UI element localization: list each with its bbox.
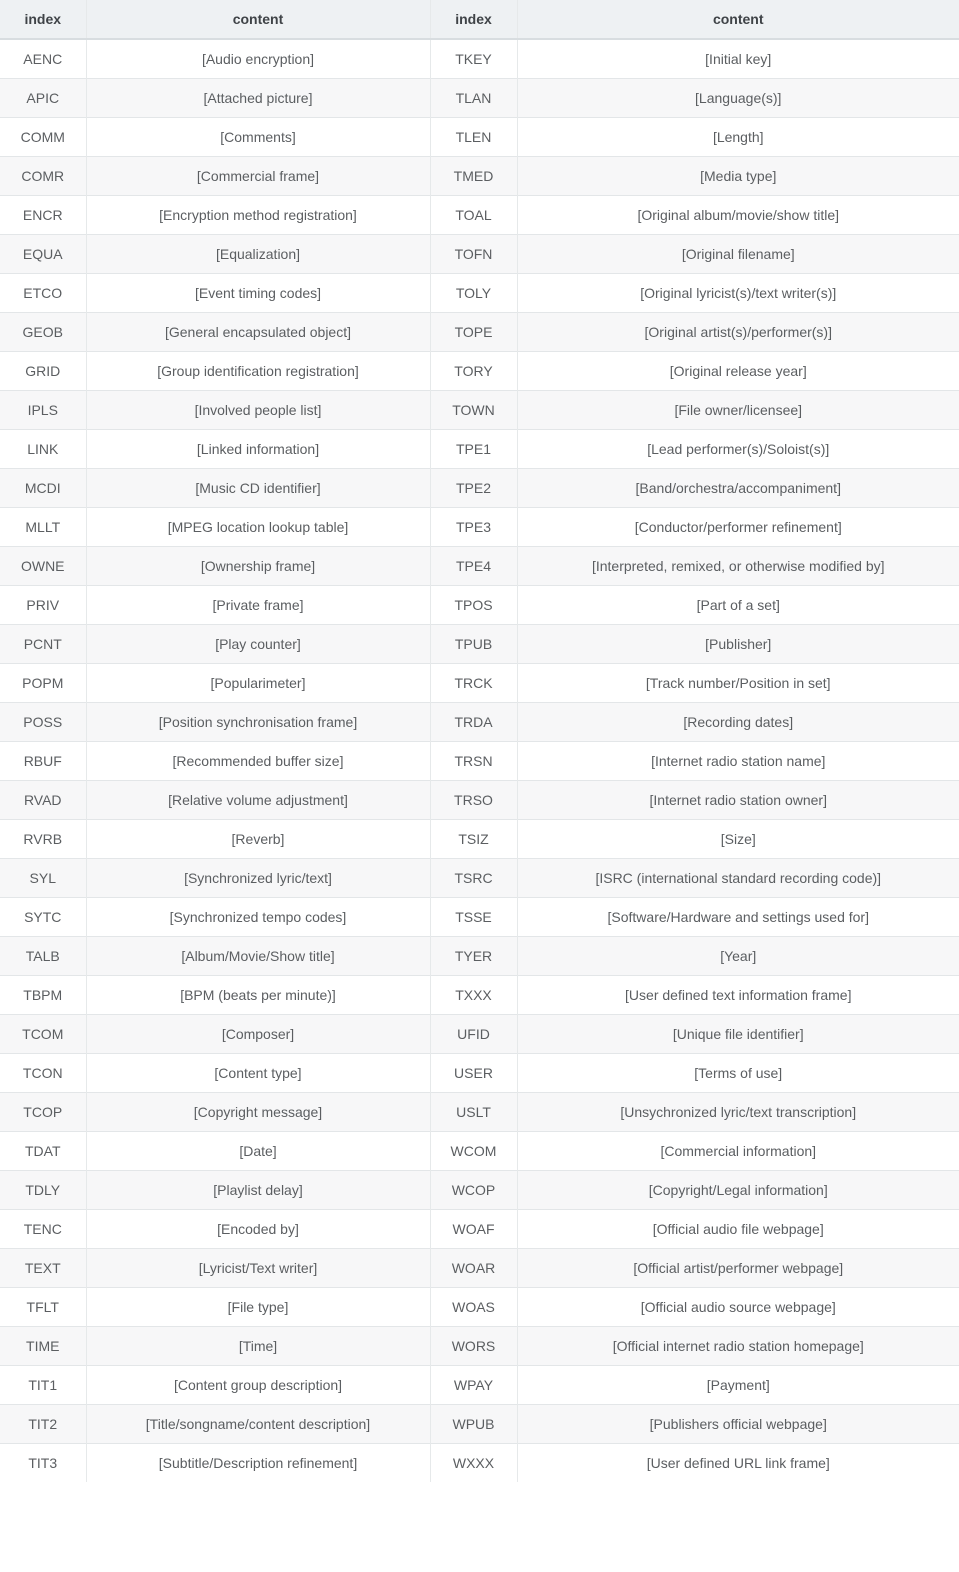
table-row: [0, 1092, 959, 1131]
index-cell: COMR: [0, 156, 86, 195]
content-cell: [Private frame]: [86, 585, 430, 624]
index-cell: TOFN: [430, 234, 517, 273]
table-row: [0, 1326, 959, 1365]
index-cell: TENC: [0, 1209, 86, 1248]
content-cell: [General encapsulated object]: [86, 312, 430, 351]
content-cell: [Part of a set]: [517, 585, 959, 624]
table-row: [0, 1365, 959, 1404]
table-row: [0, 117, 959, 156]
index-cell: TMED: [430, 156, 517, 195]
column-header-index-right: index: [430, 0, 517, 39]
table-row: [0, 1248, 959, 1287]
content-cell: [Unique file identifier]: [517, 1014, 959, 1053]
index-cell: WCOP: [430, 1170, 517, 1209]
content-cell: [User defined URL link frame]: [517, 1443, 959, 1482]
index-cell: TIME: [0, 1326, 86, 1365]
table-row: [0, 390, 959, 429]
table-row: [0, 195, 959, 234]
table-row: [0, 39, 959, 78]
content-cell: [Encoded by]: [86, 1209, 430, 1248]
content-cell: [Media type]: [517, 156, 959, 195]
content-cell: [Terms of use]: [517, 1053, 959, 1092]
index-cell: TLAN: [430, 78, 517, 117]
index-cell: USLT: [430, 1092, 517, 1131]
content-cell: [Commercial frame]: [86, 156, 430, 195]
content-cell: [Lyricist/Text writer]: [86, 1248, 430, 1287]
content-cell: [Encryption method registration]: [86, 195, 430, 234]
index-cell: TEXT: [0, 1248, 86, 1287]
content-cell: [Original album/movie/show title]: [517, 195, 959, 234]
index-cell: RBUF: [0, 741, 86, 780]
index-cell: TOPE: [430, 312, 517, 351]
index-cell: TYER: [430, 936, 517, 975]
table-row: [0, 936, 959, 975]
table-row: [0, 546, 959, 585]
index-cell: PCNT: [0, 624, 86, 663]
index-cell: WOAS: [430, 1287, 517, 1326]
content-cell: [Comments]: [86, 117, 430, 156]
index-cell: TDAT: [0, 1131, 86, 1170]
index-cell: TPE4: [430, 546, 517, 585]
content-cell: [Title/songname/content description]: [86, 1404, 430, 1443]
index-cell: UFID: [430, 1014, 517, 1053]
content-cell: [Track number/Position in set]: [517, 663, 959, 702]
content-cell: [Unsychronized lyric/text transcription]: [517, 1092, 959, 1131]
content-cell: [MPEG location lookup table]: [86, 507, 430, 546]
index-cell: RVAD: [0, 780, 86, 819]
table-row: [0, 819, 959, 858]
content-cell: [Internet radio station name]: [517, 741, 959, 780]
table-row: [0, 1287, 959, 1326]
index-cell: TSSE: [430, 897, 517, 936]
content-cell: [Internet radio station owner]: [517, 780, 959, 819]
index-cell: ETCO: [0, 273, 86, 312]
index-cell: TLEN: [430, 117, 517, 156]
index-cell: SYL: [0, 858, 86, 897]
index-cell: ENCR: [0, 195, 86, 234]
content-cell: [Reverb]: [86, 819, 430, 858]
table-row: [0, 429, 959, 468]
index-cell: EQUA: [0, 234, 86, 273]
table-row: [0, 702, 959, 741]
table-row: [0, 1404, 959, 1443]
index-cell: GEOB: [0, 312, 86, 351]
content-cell: [Size]: [517, 819, 959, 858]
content-cell: [Recommended buffer size]: [86, 741, 430, 780]
content-cell: [Involved people list]: [86, 390, 430, 429]
content-cell: [Audio encryption]: [86, 39, 430, 78]
content-cell: [Official internet radio station homepage]: [517, 1326, 959, 1365]
index-cell: TDLY: [0, 1170, 86, 1209]
table-row: [0, 1209, 959, 1248]
blank-area-below-table: [0, 1482, 959, 1572]
index-cell: TSRC: [430, 858, 517, 897]
content-cell: [Copyright/Legal information]: [517, 1170, 959, 1209]
column-header-content-left: content: [86, 0, 430, 39]
index-cell: TPUB: [430, 624, 517, 663]
index-cell: OWNE: [0, 546, 86, 585]
content-cell: [Content type]: [86, 1053, 430, 1092]
index-cell: TOLY: [430, 273, 517, 312]
index-cell: TRDA: [430, 702, 517, 741]
content-cell: [Publishers official webpage]: [517, 1404, 959, 1443]
content-cell: [File type]: [86, 1287, 430, 1326]
index-cell: WOAR: [430, 1248, 517, 1287]
table-row: [0, 1014, 959, 1053]
content-cell: [Date]: [86, 1131, 430, 1170]
table-row: [0, 156, 959, 195]
content-cell: [Band/orchestra/accompaniment]: [517, 468, 959, 507]
content-cell: [Initial key]: [517, 39, 959, 78]
index-cell: USER: [430, 1053, 517, 1092]
content-cell: [Play counter]: [86, 624, 430, 663]
content-cell: [Commercial information]: [517, 1131, 959, 1170]
content-cell: [Original artist(s)/performer(s)]: [517, 312, 959, 351]
index-cell: TORY: [430, 351, 517, 390]
index-cell: WORS: [430, 1326, 517, 1365]
index-cell: TCON: [0, 1053, 86, 1092]
index-cell: TPE2: [430, 468, 517, 507]
content-cell: [Original lyricist(s)/text writer(s)]: [517, 273, 959, 312]
index-cell: TRCK: [430, 663, 517, 702]
content-cell: [Attached picture]: [86, 78, 430, 117]
index-cell: TRSN: [430, 741, 517, 780]
table-row: [0, 975, 959, 1014]
content-cell: [Official audio source webpage]: [517, 1287, 959, 1326]
index-cell: WOAF: [430, 1209, 517, 1248]
index-cell: WPUB: [430, 1404, 517, 1443]
content-cell: [ISRC (international standard recording code)]: [517, 858, 959, 897]
content-cell: [BPM (beats per minute)]: [86, 975, 430, 1014]
table-row: [0, 78, 959, 117]
content-cell: [Subtitle/Description refinement]: [86, 1443, 430, 1482]
content-cell: [Position synchronisation frame]: [86, 702, 430, 741]
index-cell: TPE3: [430, 507, 517, 546]
index-cell: TFLT: [0, 1287, 86, 1326]
index-cell: TIT3: [0, 1443, 86, 1482]
table-row: [0, 351, 959, 390]
header-row: [0, 0, 959, 39]
content-cell: [Equalization]: [86, 234, 430, 273]
index-cell: TRSO: [430, 780, 517, 819]
index-cell: AENC: [0, 39, 86, 78]
table-body: [0, 39, 959, 1482]
content-cell: [Software/Hardware and settings used for]: [517, 897, 959, 936]
content-cell: [Synchronized tempo codes]: [86, 897, 430, 936]
table-row: [0, 624, 959, 663]
index-cell: APIC: [0, 78, 86, 117]
index-cell: IPLS: [0, 390, 86, 429]
table-row: [0, 234, 959, 273]
index-cell: PRIV: [0, 585, 86, 624]
table-row: [0, 1131, 959, 1170]
index-cell: SYTC: [0, 897, 86, 936]
content-cell: [Official audio file webpage]: [517, 1209, 959, 1248]
index-cell: TPE1: [430, 429, 517, 468]
index-cell: TOAL: [430, 195, 517, 234]
content-cell: [Year]: [517, 936, 959, 975]
table-row: [0, 273, 959, 312]
content-cell: [Group identification registration]: [86, 351, 430, 390]
content-cell: [Official artist/performer webpage]: [517, 1248, 959, 1287]
index-cell: TPOS: [430, 585, 517, 624]
content-cell: [User defined text information frame]: [517, 975, 959, 1014]
content-cell: [Composer]: [86, 1014, 430, 1053]
table-row: [0, 507, 959, 546]
content-cell: [Original filename]: [517, 234, 959, 273]
table-row: [0, 312, 959, 351]
index-cell: WXXX: [430, 1443, 517, 1482]
index-cell: TIT1: [0, 1365, 86, 1404]
index-cell: TCOP: [0, 1092, 86, 1131]
content-cell: [Payment]: [517, 1365, 959, 1404]
content-cell: [Relative volume adjustment]: [86, 780, 430, 819]
table-row: [0, 585, 959, 624]
content-cell: [Time]: [86, 1326, 430, 1365]
content-cell: [Original release year]: [517, 351, 959, 390]
table-row: [0, 780, 959, 819]
table-row: [0, 1170, 959, 1209]
index-cell: WCOM: [430, 1131, 517, 1170]
content-cell: [Popularimeter]: [86, 663, 430, 702]
content-cell: [Linked information]: [86, 429, 430, 468]
content-cell: [Lead performer(s)/Soloist(s)]: [517, 429, 959, 468]
content-cell: [Album/Movie/Show title]: [86, 936, 430, 975]
column-header-content-right: content: [517, 0, 959, 39]
table-header: [0, 0, 959, 39]
table-row: [0, 468, 959, 507]
content-cell: [Playlist delay]: [86, 1170, 430, 1209]
table-row: [0, 858, 959, 897]
content-cell: [Synchronized lyric/text]: [86, 858, 430, 897]
content-cell: [Language(s)]: [517, 78, 959, 117]
index-cell: RVRB: [0, 819, 86, 858]
index-cell: TXXX: [430, 975, 517, 1014]
index-cell: WPAY: [430, 1365, 517, 1404]
index-cell: TOWN: [430, 390, 517, 429]
content-cell: [Music CD identifier]: [86, 468, 430, 507]
index-cell: GRID: [0, 351, 86, 390]
table-row: [0, 897, 959, 936]
index-cell: TKEY: [430, 39, 517, 78]
index-cell: POSS: [0, 702, 86, 741]
index-cell: POPM: [0, 663, 86, 702]
index-cell: MLLT: [0, 507, 86, 546]
index-cell: TSIZ: [430, 819, 517, 858]
content-cell: [Interpreted, remixed, or otherwise modified by]: [517, 546, 959, 585]
index-cell: TIT2: [0, 1404, 86, 1443]
index-cell: LINK: [0, 429, 86, 468]
table-row: [0, 741, 959, 780]
content-cell: [Content group description]: [86, 1365, 430, 1404]
content-cell: [Conductor/performer refinement]: [517, 507, 959, 546]
column-header-index-left: index: [0, 0, 86, 39]
index-cell: TBPM: [0, 975, 86, 1014]
table-row: [0, 1443, 959, 1482]
content-cell: [Recording dates]: [517, 702, 959, 741]
index-cell: TALB: [0, 936, 86, 975]
content-cell: [Length]: [517, 117, 959, 156]
table-row: [0, 1053, 959, 1092]
content-cell: [Copyright message]: [86, 1092, 430, 1131]
index-cell: MCDI: [0, 468, 86, 507]
table-row: [0, 663, 959, 702]
content-cell: [File owner/licensee]: [517, 390, 959, 429]
content-cell: [Event timing codes]: [86, 273, 430, 312]
content-cell: [Publisher]: [517, 624, 959, 663]
index-cell: COMM: [0, 117, 86, 156]
content-cell: [Ownership frame]: [86, 546, 430, 585]
index-cell: TCOM: [0, 1014, 86, 1053]
